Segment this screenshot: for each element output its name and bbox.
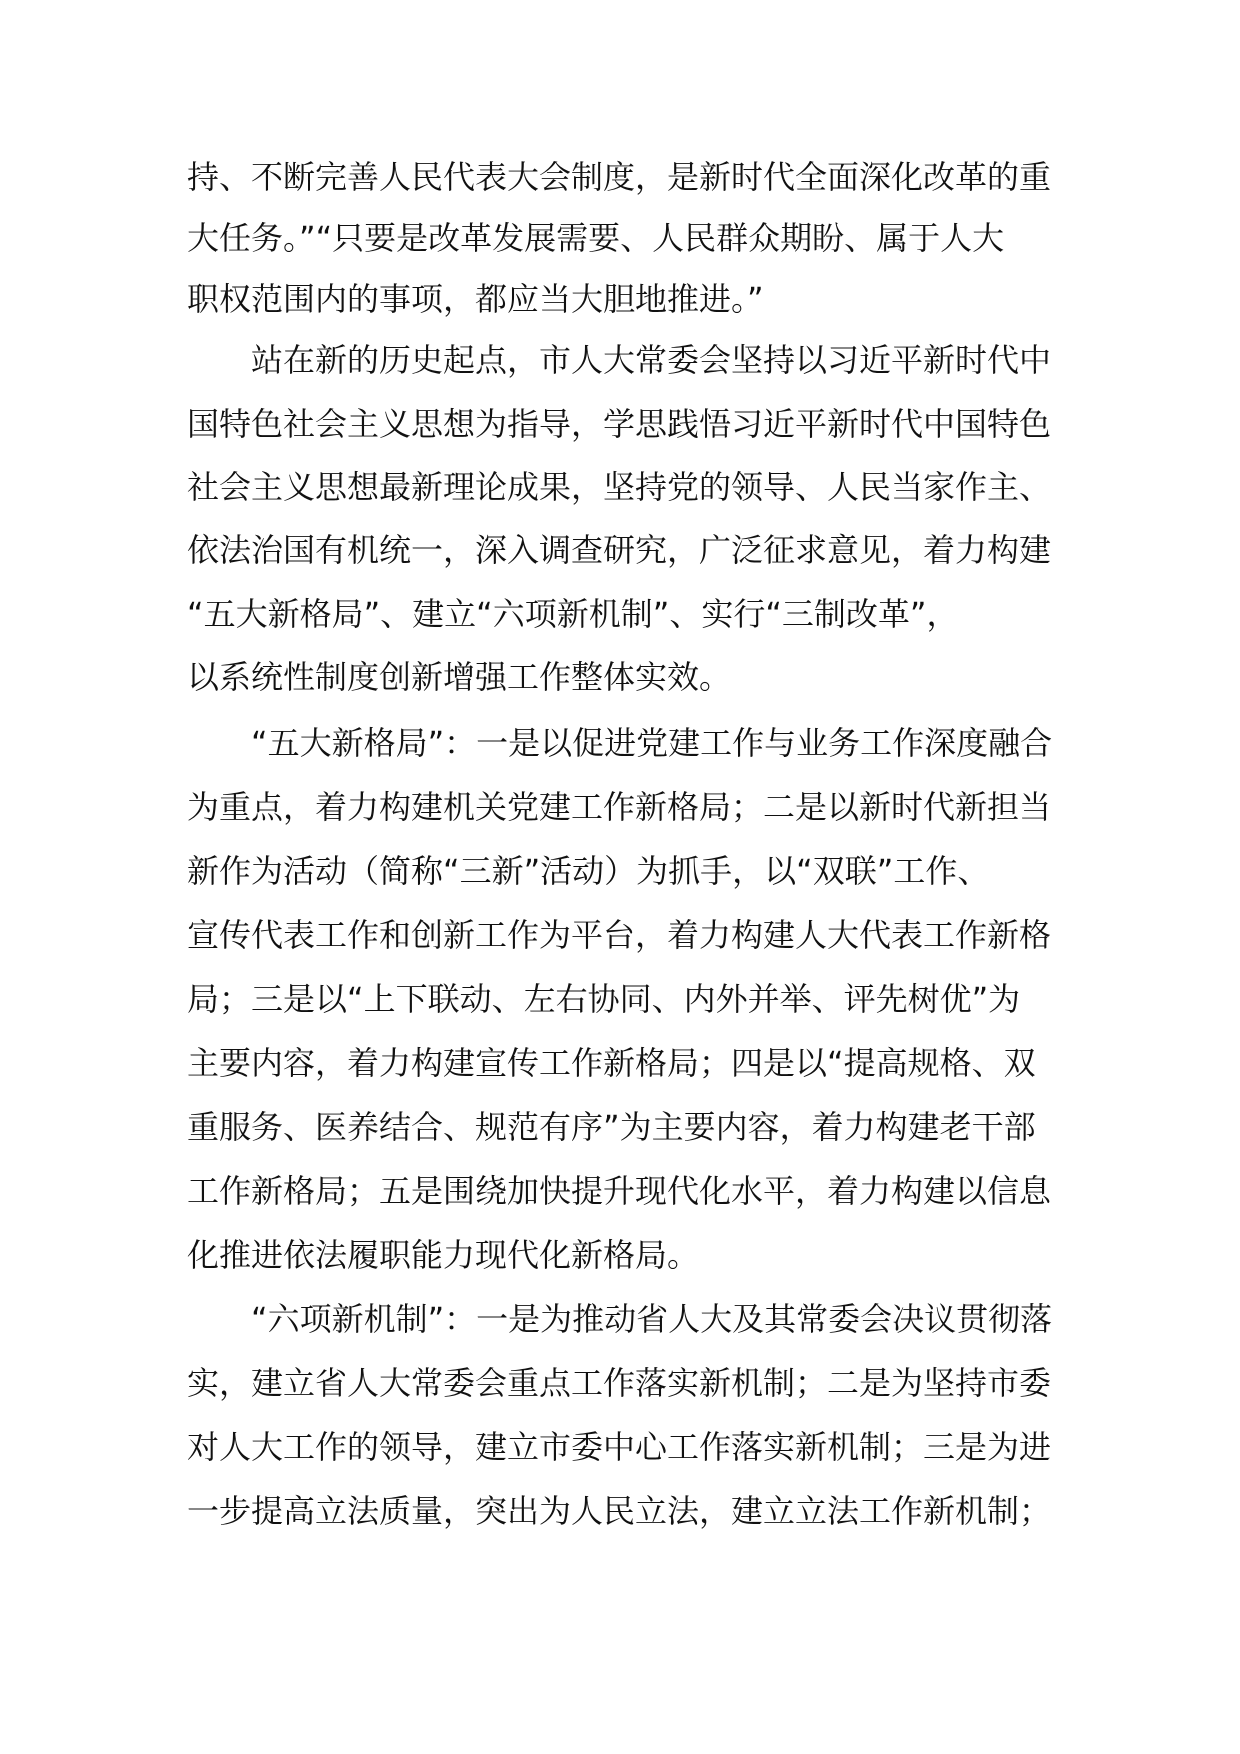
text-line: 化推进依法履职能力现代化新格局。	[187, 1236, 700, 1274]
text-line: 工作新格局；五是围绕加快提升现代化水平，着力构建以信息	[187, 1172, 1052, 1210]
text-line: “六项新机制”：一是为推动省人大及其常委会决议贯彻落	[251, 1300, 1053, 1338]
text-line: 持、不断完善人民代表大会制度，是新时代全面深化改革的重	[187, 158, 1052, 196]
text-line: 宣传代表工作和创新工作为平台，着力构建人大代表工作新格	[187, 916, 1052, 954]
text-line: 主要内容，着力构建宣传工作新格局；四是以“提高规格、双	[187, 1044, 1036, 1082]
text-line: 为重点，着力构建机关党建工作新格局；二是以新时代新担当	[187, 788, 1052, 826]
text-line: 对人大工作的领导，建立市委中心工作落实新机制；三是为进	[187, 1428, 1052, 1466]
text-line: 局；三是以“上下联动、左右协同、内外并举、评先树优”为	[187, 980, 1021, 1018]
text-line: 站在新的历史起点，市人大常委会坚持以习近平新时代中	[251, 341, 1052, 379]
text-line: 一步提高立法质量，突出为人民立法，建立立法工作新机制；	[187, 1492, 1052, 1530]
text-line: “五大新格局”、建立“六项新机制”、实行“三制改革”，	[187, 595, 959, 633]
text-line: 实，建立省人大常委会重点工作落实新机制；二是为坚持市委	[187, 1364, 1052, 1402]
text-line: 依法治国有机统一，深入调查研究，广泛征求意见，着力构建	[187, 531, 1052, 569]
text-line: 大任务。”“只要是改革发展需要、人民群众期盼、属于人大	[187, 219, 1005, 257]
text-line: 国特色社会主义思想为指导，学思践悟习近平新时代中国特色	[187, 405, 1052, 443]
text-line: 新作为活动（简称“三新”活动）为抓手，以“双联”工作、	[187, 852, 990, 890]
text-line: 社会主义思想最新理论成果，坚持党的领导、人民当家作主、	[187, 468, 1052, 506]
text-line: 职权范围内的事项，都应当大胆地推进。”	[187, 280, 764, 318]
text-line: 重服务、医养结合、规范有序”为主要内容，着力构建老干部	[187, 1108, 1036, 1146]
text-line: “五大新格局”：一是以促进党建工作与业务工作深度融合	[251, 724, 1053, 762]
text-line: 以系统性制度创新增强工作整体实效。	[187, 658, 732, 696]
